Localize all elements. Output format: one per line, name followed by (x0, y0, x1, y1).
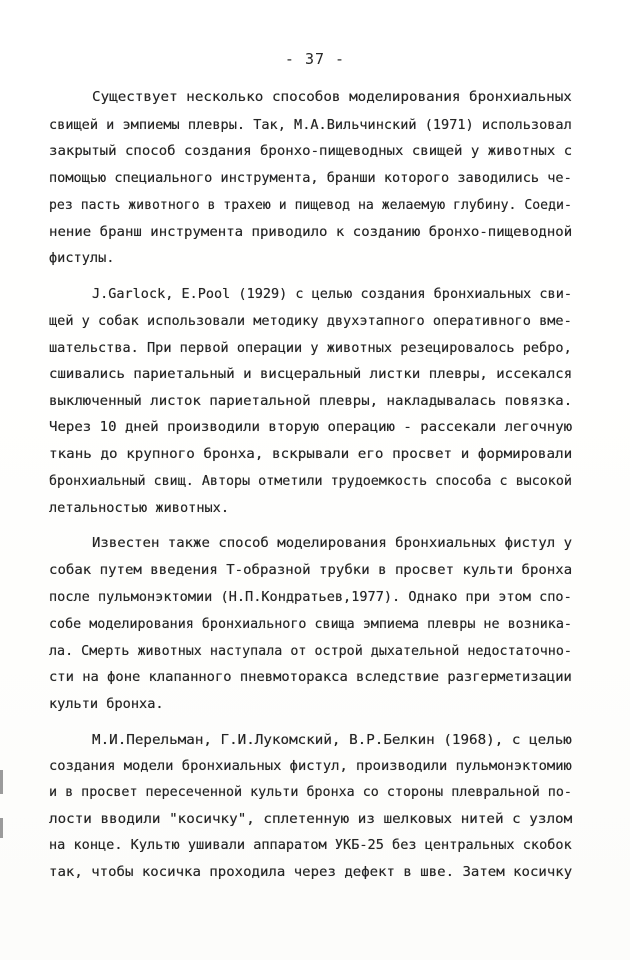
text-line: собак путем введения Т-образной трубки в просвет культи бронха (49, 562, 573, 578)
text-line: М.И.Перельман, Г.И.Лукомский, В.Р.Белкин (1968), с целью (92, 732, 572, 748)
text-line: после пульмонэктомии (Н.П.Кондратьев,1977). Однако при этом спо- (49, 589, 572, 605)
text-line: щей у собак использовали методику двухэтапного оперативного вме- (49, 313, 572, 329)
text-line: Существует несколько способов моделирования бронхиальных (92, 89, 572, 105)
text-line: летальностью животных. (49, 500, 230, 516)
text-line: помощью специального инструмента, бранши которого заводились че- (49, 170, 572, 186)
text-line: выключенный листок париетальной плевры, накладывалась повязка. (49, 393, 573, 409)
text-line: лости вводили "косичку", сплетенную из шелковых нитей с узлом (49, 811, 573, 827)
text-line: и в просвет пересеченной культи бронха со стороны плевральной по- (49, 784, 572, 800)
text-line: рез пасть животного в трахею и пищевод на желаемую глубину. Соеди- (49, 197, 572, 213)
text-line: культи бронха. (49, 696, 164, 712)
text-line: нение бранш инструмента приводило к созданию бронхо-пищеводной (49, 224, 573, 240)
text-line: шательства. При первой операции у животных резецировалось ребро, (49, 340, 572, 356)
text-line: свищей и эмпиемы плевры. Так, М.А.Вильчинский (1971) использовал (49, 117, 572, 133)
text-line: Известен также способ моделирования бронхиальных фистул у (92, 535, 573, 551)
text-line: так, чтобы косичка проходила через дефект в шве. Затем косичку (49, 864, 573, 880)
text-line: ткань до крупного бронха, вскрывали его просвет и формировали (49, 446, 573, 462)
text-line: бронхиальный свищ. Авторы отметили трудоемкость способа с высокой (49, 473, 572, 489)
text-line: J.Garlock, E.Pool (1929) с целью создания бронхиальных сви- (92, 286, 572, 302)
text-line: сшивались париетальный и висцеральный листки плевры, иссекался (49, 366, 573, 382)
text-line: Через 10 дней производили вторую операцию - рассекали легочную (49, 419, 573, 435)
text-line: фистулы. (49, 250, 115, 266)
text-line: создания модели бронхиальных фистул, производили пульмонэктомию (49, 758, 572, 774)
text-line: на конце. Культю ушивали аппаратом УКБ-25 без центральных скобок (49, 837, 572, 853)
text-line: собе моделирования бронхиального свища эмпиема плевры не возника- (49, 616, 572, 632)
text-line: сти на фоне клапанного пневмоторакса вследствие разгерметизации (49, 669, 572, 685)
scan-edge-mark (0, 818, 3, 838)
text-line: ла. Смерть животных наступала от острой дыхательной недостаточно- (49, 643, 572, 659)
text-line: закрытый способ создания бронхо-пищеводных свищей у животных с (49, 143, 573, 159)
scan-edge-mark (0, 770, 3, 794)
page-number: - 37 - (284, 50, 346, 68)
